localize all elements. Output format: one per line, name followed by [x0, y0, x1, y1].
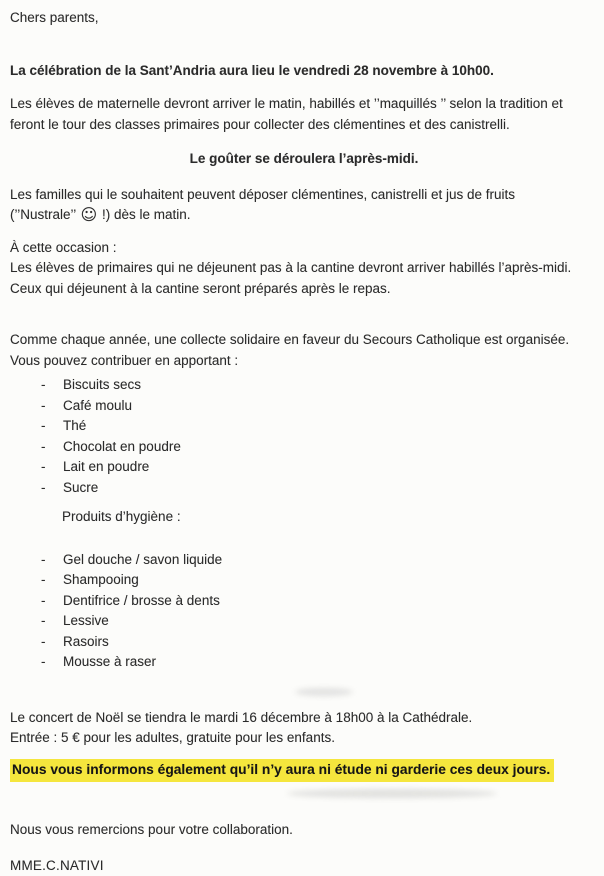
highlight-paragraph: [10, 759, 598, 783]
food-list: [10, 375, 598, 498]
bullet-dash: -: [41, 478, 63, 499]
hygiene-list: [10, 550, 598, 673]
concert-line1: Le concert de Noël se tiendra le mardi 16 décembre à 18h00 à la Cathédrale.: [10, 710, 472, 725]
list-item: [10, 591, 598, 612]
familles-line1: Les familles qui le souhaitent peuvent déposer clémentines, canistrelli et jus de fruits: [10, 187, 515, 202]
bullet-dash: -: [41, 396, 63, 417]
occasion-paragraph: [10, 238, 598, 300]
occasion-title: À cette occasion :: [10, 240, 117, 255]
list-item-label: Gel douche / savon liquide: [63, 552, 222, 567]
scan-smudge: [295, 688, 353, 696]
announcement-line: La célébration de la Sant’Andria aura lieu le vendredi 28 novembre à 10h00.: [10, 61, 598, 82]
thanks-line: Nous vous remercions pour votre collaboration.: [10, 820, 598, 841]
bullet-dash: -: [41, 591, 63, 612]
hygiene-title: Produits d’hygiène :: [62, 507, 598, 528]
collecte-paragraph: [10, 330, 598, 371]
list-item-label: Shampooing: [63, 572, 139, 587]
list-item-label: Mousse à raser: [63, 654, 156, 669]
concert-paragraph: [10, 708, 598, 749]
smiley-icon: ☺: [80, 205, 99, 224]
list-item: [10, 570, 598, 591]
list-item: [10, 652, 598, 673]
highlighted-notice: Nous vous informons également qu’il n’y aura ni étude ni garderie ces deux jours.: [10, 759, 554, 783]
list-item: [10, 550, 598, 571]
list-item: [10, 457, 598, 478]
list-item-label: Dentifrice / brosse à dents: [63, 593, 220, 608]
list-item: [10, 396, 598, 417]
maternelle-paragraph: [10, 94, 598, 135]
list-item: [10, 611, 598, 632]
occasion-line2: Ceux qui déjeunent à la cantine seront préparés après le repas.: [10, 281, 391, 296]
collecte-line2: Vous pouvez contribuer en apportant :: [10, 353, 238, 368]
salutation: Chers parents,: [10, 8, 598, 29]
gouter-line: Le goûter se déroulera l’après-midi.: [10, 149, 598, 170]
concert-line2: Entrée : 5 € pour les adultes, gratuite pour les enfants.: [10, 730, 335, 745]
list-item: [10, 478, 598, 499]
list-item-label: Biscuits secs: [63, 377, 141, 392]
list-item: [10, 416, 598, 437]
bullet-dash: -: [41, 375, 63, 396]
list-item-label: Rasoirs: [63, 634, 109, 649]
list-item-label: Thé: [63, 418, 86, 433]
bullet-dash: -: [41, 550, 63, 571]
list-item-label: Sucre: [63, 480, 98, 495]
list-item-label: Lait en poudre: [63, 459, 149, 474]
maternelle-line2: feront le tour des classes primaires pour collecter des clémentines et des canistrelli.: [10, 117, 510, 132]
occasion-line1: Les élèves de primaires qui ne déjeunent pas à la cantine devront arriver habillés l’après-midi.: [10, 260, 571, 275]
list-item: [10, 437, 598, 458]
bullet-dash: -: [41, 437, 63, 458]
familles-paragraph: [10, 185, 598, 226]
collecte-line1: Comme chaque année, une collecte solidaire en faveur du Secours Catholique est organisée.: [10, 332, 569, 347]
bullet-dash: -: [41, 457, 63, 478]
list-item-label: Café moulu: [63, 398, 132, 413]
list-item-label: Lessive: [63, 613, 109, 628]
bullet-dash: -: [41, 652, 63, 673]
maternelle-line1: Les élèves de maternelle devront arriver le matin, habillés et ’’maquillés ’’ selon la tradition et: [10, 96, 563, 111]
list-item: [10, 632, 598, 653]
bullet-dash: -: [41, 632, 63, 653]
bullet-dash: -: [41, 611, 63, 632]
bullet-dash: -: [41, 416, 63, 437]
list-item-label: Chocolat en poudre: [63, 439, 181, 454]
signature: MME.C.NATIVI: [10, 856, 598, 876]
familles-line2-post: !) dès le matin.: [102, 207, 191, 222]
list-item: [10, 375, 598, 396]
scan-smudge: [287, 789, 497, 798]
familles-line2-pre: (’’Nustrale’’: [10, 207, 76, 222]
bullet-dash: -: [41, 570, 63, 591]
